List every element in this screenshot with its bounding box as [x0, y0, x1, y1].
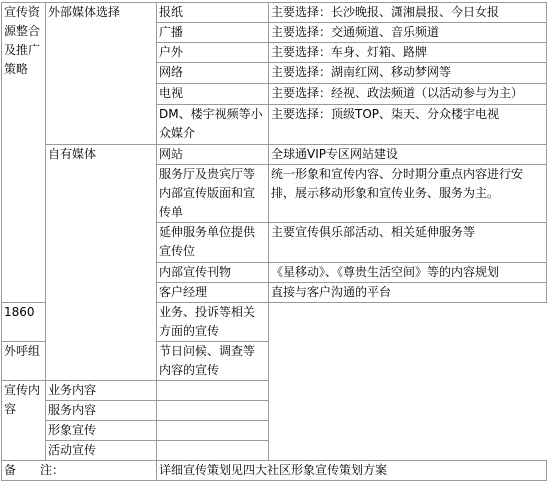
media-detail-cell: 统一形象和宣传内容、分时期分重点内容进行安排，展示移动形象和宣传业务、服务为主。: [269, 165, 547, 223]
media-detail-cell: 主要选择：顶级TOP、柒天、分众楼宇电视: [269, 105, 547, 145]
content-item: 活动宣传: [46, 441, 157, 461]
media-detail-cell: 主要宣传俱乐部活动、相关延伸服务等: [269, 223, 547, 263]
media-detail-cell: 业务、投诉等相关方面的宣传: [157, 303, 269, 342]
content-item: 业务内容: [46, 381, 157, 401]
media-detail-cell: 直接与客户沟通的平台: [269, 283, 547, 303]
media-detail-cell: 节日问候、调查等内容的宣传: [157, 342, 269, 381]
empty-cell: [157, 421, 269, 441]
empty-cell: [157, 441, 269, 461]
media-detail-cell: 主要选择：长沙晚报、潇湘晨报、今日女报: [269, 3, 547, 23]
empty-cell: [157, 381, 269, 401]
media-type-cell: DM、楼宇视频等小众媒介: [157, 105, 269, 145]
media-type-cell: 内部宣传刊物: [157, 263, 269, 283]
media-type-cell: 户外: [157, 43, 269, 63]
media-type-cell: 报纸: [157, 3, 269, 23]
remark-label: 备 注：: [2, 461, 157, 481]
media-type-cell: 网络: [157, 63, 269, 84]
media-detail-cell: 主要选择：交通频道、音乐频道: [269, 23, 547, 43]
media-type-cell: 延伸服务单位提供宣传位: [157, 223, 269, 263]
media-type-cell: 1860: [2, 303, 46, 342]
own-media-label: 自有媒体: [46, 145, 157, 381]
media-detail-cell: 主要选择：车身、灯箱、路牌: [269, 43, 547, 63]
empty-cell: [157, 401, 269, 421]
media-detail-cell: 全球通VIP专区网站建设: [269, 145, 547, 165]
content-item: 形象宣传: [46, 421, 157, 441]
content-label: 宣传内容: [2, 381, 46, 461]
media-detail-cell: 《星移动》、《尊贵生活空间》等的内容规划: [269, 263, 547, 283]
content-item: 服务内容: [46, 401, 157, 421]
media-strategy-table: [1, 2, 547, 481]
media-type-cell: 网站: [157, 145, 269, 165]
media-type-cell: 服务厅及贵宾厅等内部宣传版面和宣传单: [157, 165, 269, 223]
media-detail-cell: 主要选择：经视、政法频道（以活动参与为主）: [269, 84, 547, 105]
strategy-cell: 宣传资源整合及推广策略: [2, 3, 46, 303]
remark-text: 详细宣传策划见四大社区形象宣传策划方案: [157, 461, 547, 481]
media-type-cell: 外呼组: [2, 342, 46, 381]
external-media-label: 外部媒体选择: [46, 3, 157, 145]
media-type-cell: 广播: [157, 23, 269, 43]
media-type-cell: 电视: [157, 84, 269, 105]
media-type-cell: 客户经理: [157, 283, 269, 303]
media-detail-cell: 主要选择：湖南红网、移动梦网等: [269, 63, 547, 84]
